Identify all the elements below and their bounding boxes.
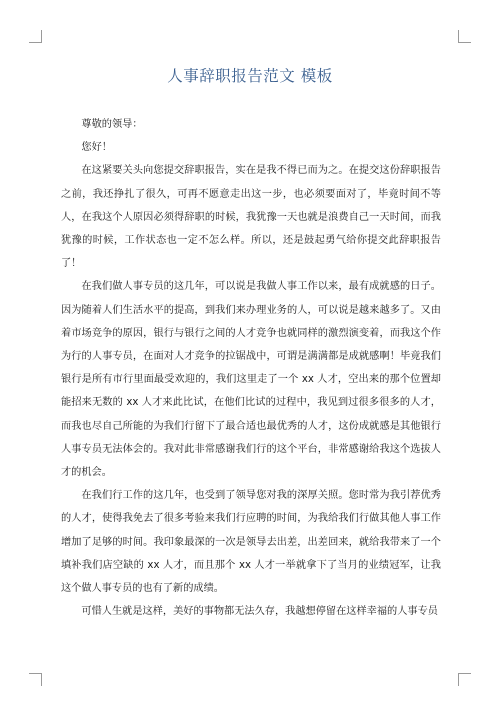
crop-mark-top-left (29, 30, 42, 43)
crop-mark-top-right (458, 30, 471, 43)
paragraph-1: 在这紧要关头向您提交辞职报告，实在是我不得已而为之。在提交这份辞职报告之前，我还挣扎了很久，可再不愿意走出这一步，也必须要面对了，毕竟时间不等人，在我这个人原因必须得辞职的时候，我犹豫一天也就是浪费自己一天时间，而我犹豫的时候，工作状态也一定不怎么样。所以，还是鼓起勇气给你提交此辞职报告了！ (61, 165, 441, 270)
document-body (61, 113, 441, 623)
crop-mark-bottom-left (29, 673, 42, 686)
salutation: 尊敬的领导： (81, 119, 143, 130)
paragraph-4: 可惜人生就是这样，美好的事物都无法久存，我越想停留在这样幸福的人事专员 (81, 606, 438, 618)
paragraph-3: 在我们行工作的这几年，也受到了领导您对我的深厚关照。您时常为我引荐优秀的人才，使得我免去了很多考验来我们行应聘的时间，为我给我们行做其他人事工作增加了足够的时间。我印象最深的一次是领导去出差，出差回来，就给我带来了一个填补我们店空缺的 xx 人才，而且那个 xx 人才一举就拿下了当月的业绩冠军，让我这个做人事专员的也有了新的成绩。 (61, 490, 441, 595)
greeting: 您好！ (81, 142, 112, 154)
crop-mark-bottom-right (458, 673, 471, 686)
paragraph-2: 在我们做人事专员的这几年，可以说是我做人事工作以来，最有成就感的日子。因为随着人们生活水平的提高，到我们来办理业务的人，可以说是越来越多了。又由着市场竞争的原因，银行与银行之间的人才竞争也就同样的激烈演变着，而我这个作为行的人事专员，在面对人才竞争的拉锯战中，可谓是满满都是成就感啊！毕竟我们银行是所有市行里面最受欢迎的，我们这里走了一个 xx 人才，空出来的那个位置却能招来无数的 xx 人才来此比试，在他们比试的过程中，我见到过很多很多的人才，而我也尽自己所能的为我们行留下了最合适也最优秀的人才，这份成就感是其他银行人事专员无法体会的。我对此非常感谢我们行的这个平台，非常感谢给我这个选拔人才的机会。 (61, 281, 441, 479)
document-title: 人事辞职报告范文 模板 (167, 67, 333, 85)
